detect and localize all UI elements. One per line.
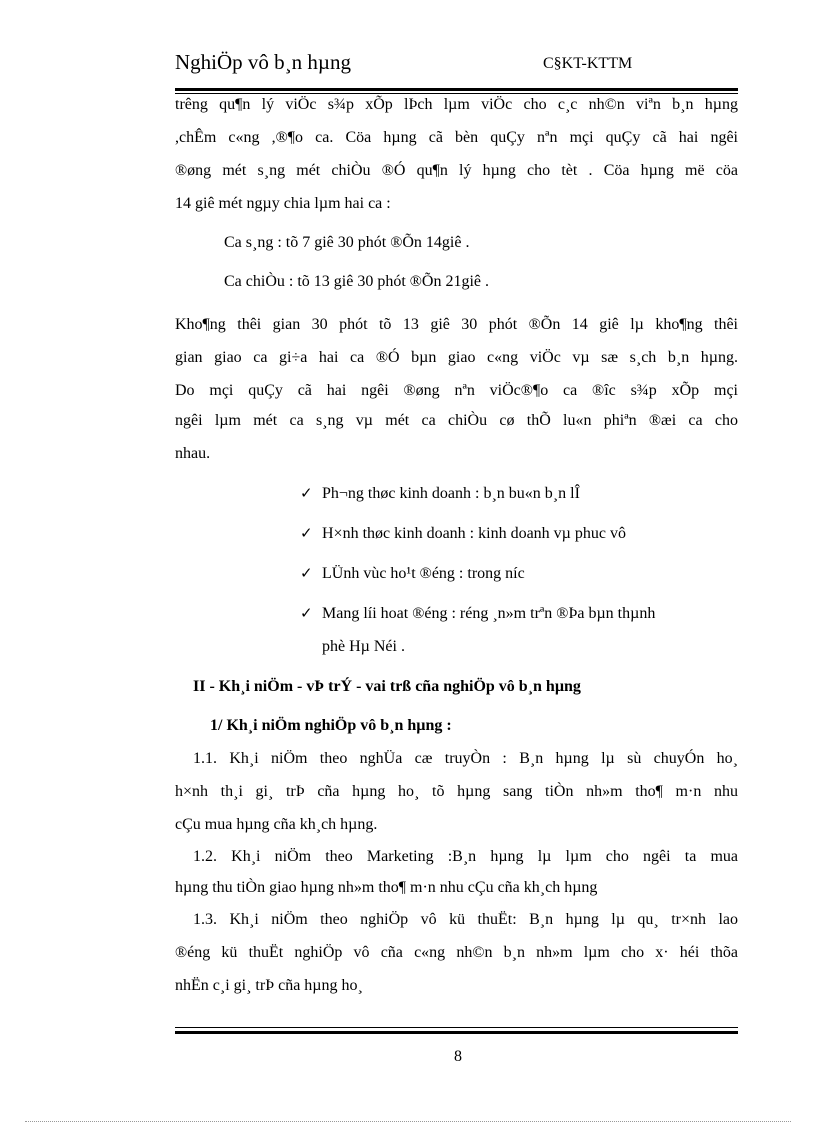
checkmark-icon: ✓ [300, 524, 313, 542]
page-number: 8 [454, 1048, 462, 1065]
footer-rule-thin [175, 1027, 738, 1028]
section-heading: II - Kh¸i niÖm - vÞ trÝ - vai trß cña nghiÖp vô b¸n hµng [193, 678, 581, 695]
shift-morning: Ca s¸ng : tõ 7 giê 30 phót ®Õn 14giê . [224, 234, 470, 251]
definition-line: 1.2. Kh¸i niÖm theo Marketing :B¸n hµng lµ lµm cho ngêi ta mua [193, 848, 738, 865]
footer-rule-thick [175, 1031, 738, 1034]
bullet-text: H×nh thøc kinh doanh : kinh doanh vµ phuc vô [322, 525, 626, 542]
definition-line: hµng thu tiÒn giao hµng nh»m tho¶ m·n nhu cÇu cña kh¸ch hµng [175, 879, 598, 896]
checkmark-icon: ✓ [300, 564, 313, 582]
checkmark-icon: ✓ [300, 604, 313, 622]
header-rule-thick [175, 88, 738, 91]
subheading: 1/ Kh¸i niÖm nghiÖp vô b¸n hµng : [210, 717, 452, 734]
bullet-item [300, 523, 740, 544]
checkmark-icon: ✓ [300, 484, 313, 502]
bullet-text: Mang líi hoat ®éng : réng ¸n»m trªn ®Þa bµn thµnh [322, 605, 656, 622]
page-bottom-divider [25, 1121, 791, 1122]
bullet-continuation: phè Hµ Néi . [322, 638, 405, 655]
definition-line: h×nh th¸i gi¸ trÞ cña hµng ho¸ tõ hµng sang tiÒn nh»m tho¶ m·n nhu [175, 783, 738, 800]
para2-line: nhau. [175, 445, 211, 462]
bullet-item [300, 563, 740, 584]
header-institution: C§KT-KTTM [543, 55, 633, 72]
shift-afternoon: Ca chiÒu : tõ 13 giê 30 phót ®Õn 21giê . [224, 273, 490, 290]
para2-line: Kho¶ng thêi gian 30 phót tõ 13 giê 30 phót ®Õn 14 giê lµ kho¶ng thêi [175, 316, 738, 333]
para1-line: trêng qu¶n lý viÖc s¾p xÕp lÞch lµm viÖc cho c¸c nh©n viªn b¸n hµng [175, 96, 738, 113]
header-title: NghiÖp vô b¸n hµng [175, 50, 352, 74]
definition-line: nhËn c¸i gi¸ trÞ cña hµng ho¸ [175, 977, 363, 994]
header-rule-thin [175, 93, 738, 94]
definition-line: cÇu mua hµng cña kh¸ch hµng. [175, 816, 378, 833]
para1-line: 14 giê mét ngµy chia lµm hai ca : [175, 195, 391, 212]
bullet-text: LÜnh vùc ho¹t ®éng : trong níc [322, 565, 525, 582]
para2-line: Do mçi quÇy cã hai ngêi ®øng nªn viÖc®¶o ca ®îc s¾p xÕp mçi [175, 382, 738, 399]
definition-line: 1.1. Kh¸i niÖm theo nghÜa cæ truyÒn : B¸n hµng lµ sù chuyÓn ho¸ [193, 750, 738, 767]
bullet-item [300, 483, 740, 504]
para1-line: ®øng mét s¸ng mét chiÒu ®Ó qu¶n lý hµng cho tèt . Cöa hµng më cöa [175, 162, 738, 179]
bullet-text: Ph¬ng thøc kinh doanh : b¸n bu«n b¸n lÎ [322, 485, 580, 502]
bullet-item [300, 603, 740, 624]
para2-line: ngêi lµm mét ca s¸ng vµ mét ca chiÒu cø thÕ lu«n phiªn ®æi ca cho [175, 412, 738, 429]
para1-line: ,chÊm c«ng ,®¶o ca. Cöa hµng cã bèn quÇy nªn mçi quÇy cã hai ngêi [175, 129, 738, 146]
para2-line: gian giao ca gi÷a hai ca ®Ó bµn giao c«ng viÖc vµ sæ s¸ch b¸n hµng. [175, 349, 738, 366]
definition-line: 1.3. Kh¸i niÖm theo nghiÖp vô kü thuËt: B¸n hµng lµ qu¸ tr×nh lao [193, 911, 738, 928]
definition-line: ®éng kü thuËt nghiÖp vô cña c«ng nh©n b¸n nh»m lµm cho x· héi thõa [175, 944, 738, 961]
